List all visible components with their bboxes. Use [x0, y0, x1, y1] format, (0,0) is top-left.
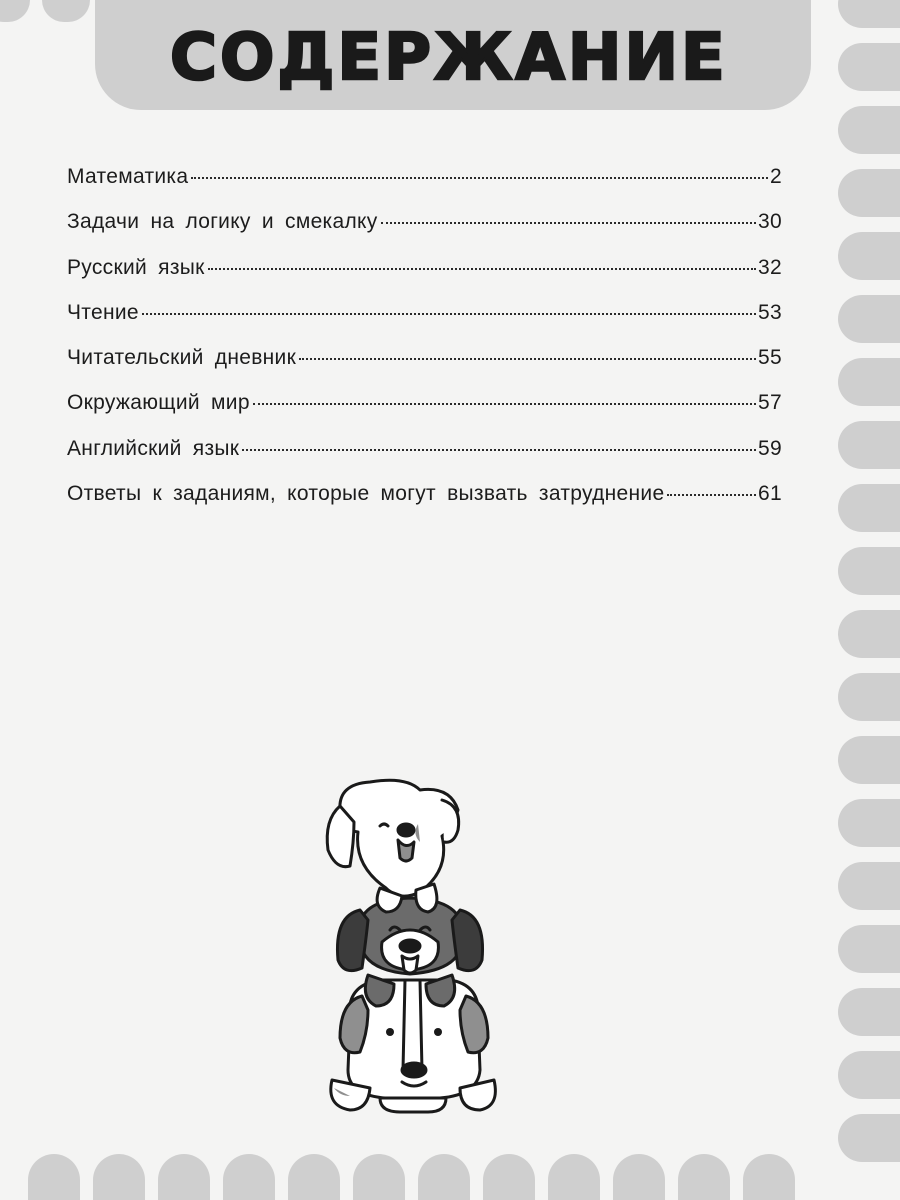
toc-dot-leader [191, 177, 768, 179]
toc-entry-page: 55 [758, 346, 782, 370]
decor-arch [158, 1154, 210, 1200]
decor-tab-left-2 [42, 0, 90, 22]
toc-entry-label: Русский язык [67, 255, 205, 279]
toc-dot-leader [299, 358, 756, 360]
stacked-puppies-icon [310, 770, 510, 1120]
decor-pill [838, 169, 900, 217]
decor-arch [93, 1154, 145, 1200]
toc-entry[interactable] [67, 165, 782, 210]
toc-dot-leader [253, 403, 756, 405]
toc-dot-leader [242, 449, 756, 451]
decor-pill [838, 358, 900, 406]
toc-dot-leader [667, 494, 756, 496]
decor-pill [838, 736, 900, 784]
toc-entry-label: Окружающий мир [67, 391, 250, 415]
decor-arch [288, 1154, 340, 1200]
toc-entry-page: 30 [758, 210, 782, 234]
decor-arch [743, 1154, 795, 1200]
toc-entry-page: 59 [758, 436, 782, 460]
decor-arch [223, 1154, 275, 1200]
page-title: СОДЕРЖАНИЕ [170, 21, 728, 95]
toc-entry[interactable] [67, 301, 782, 346]
decor-arch [483, 1154, 535, 1200]
decor-pill [838, 862, 900, 910]
decor-arch [28, 1154, 80, 1200]
decor-arch [353, 1154, 405, 1200]
decor-arch [548, 1154, 600, 1200]
toc-entry-label: Математика [67, 165, 189, 188]
decor-pill [838, 0, 900, 28]
toc-entry-page: 32 [758, 255, 782, 279]
decor-right-pills [820, 0, 900, 1200]
decor-pill [838, 988, 900, 1036]
decor-pill [838, 232, 900, 280]
toc-entry-label: Читательский дневник [67, 346, 297, 370]
toc-entry-label: Задачи на логику и смекалку [67, 210, 378, 234]
toc-entry[interactable] [67, 437, 782, 482]
toc-dot-leader [381, 222, 756, 224]
toc-entry-page: 2 [770, 165, 782, 188]
toc-entry-label: Английский язык [67, 436, 240, 460]
decor-arch [418, 1154, 470, 1200]
toc-entry-page: 61 [758, 482, 782, 506]
decor-pill [838, 43, 900, 91]
toc-entry-label: Чтение [67, 300, 139, 324]
toc-dot-leader [142, 313, 756, 315]
toc-dot-leader [208, 268, 756, 270]
decor-pill [838, 610, 900, 658]
toc-entry[interactable] [67, 482, 782, 527]
decor-bottom-arches [0, 1140, 900, 1200]
decor-pill [838, 421, 900, 469]
toc-entry[interactable] [67, 256, 782, 301]
decor-tab-left-1 [0, 0, 30, 22]
decor-pill [838, 1051, 900, 1099]
toc-entry[interactable] [67, 210, 782, 255]
decor-arch [678, 1154, 730, 1200]
toc-entry[interactable] [67, 391, 782, 436]
decor-pill [838, 106, 900, 154]
decor-pill [838, 547, 900, 595]
toc-entry[interactable] [67, 346, 782, 391]
toc-entry-page: 57 [758, 391, 782, 415]
decor-pill [838, 799, 900, 847]
table-of-contents [67, 165, 782, 527]
decor-arch [613, 1154, 665, 1200]
toc-entry-label: Ответы к заданиям, которые могут вызвать затруднение [67, 482, 665, 506]
decor-pill [838, 925, 900, 973]
decor-pill [838, 295, 900, 343]
decor-pill [838, 484, 900, 532]
decor-pill [838, 673, 900, 721]
toc-entry-page: 53 [758, 300, 782, 324]
